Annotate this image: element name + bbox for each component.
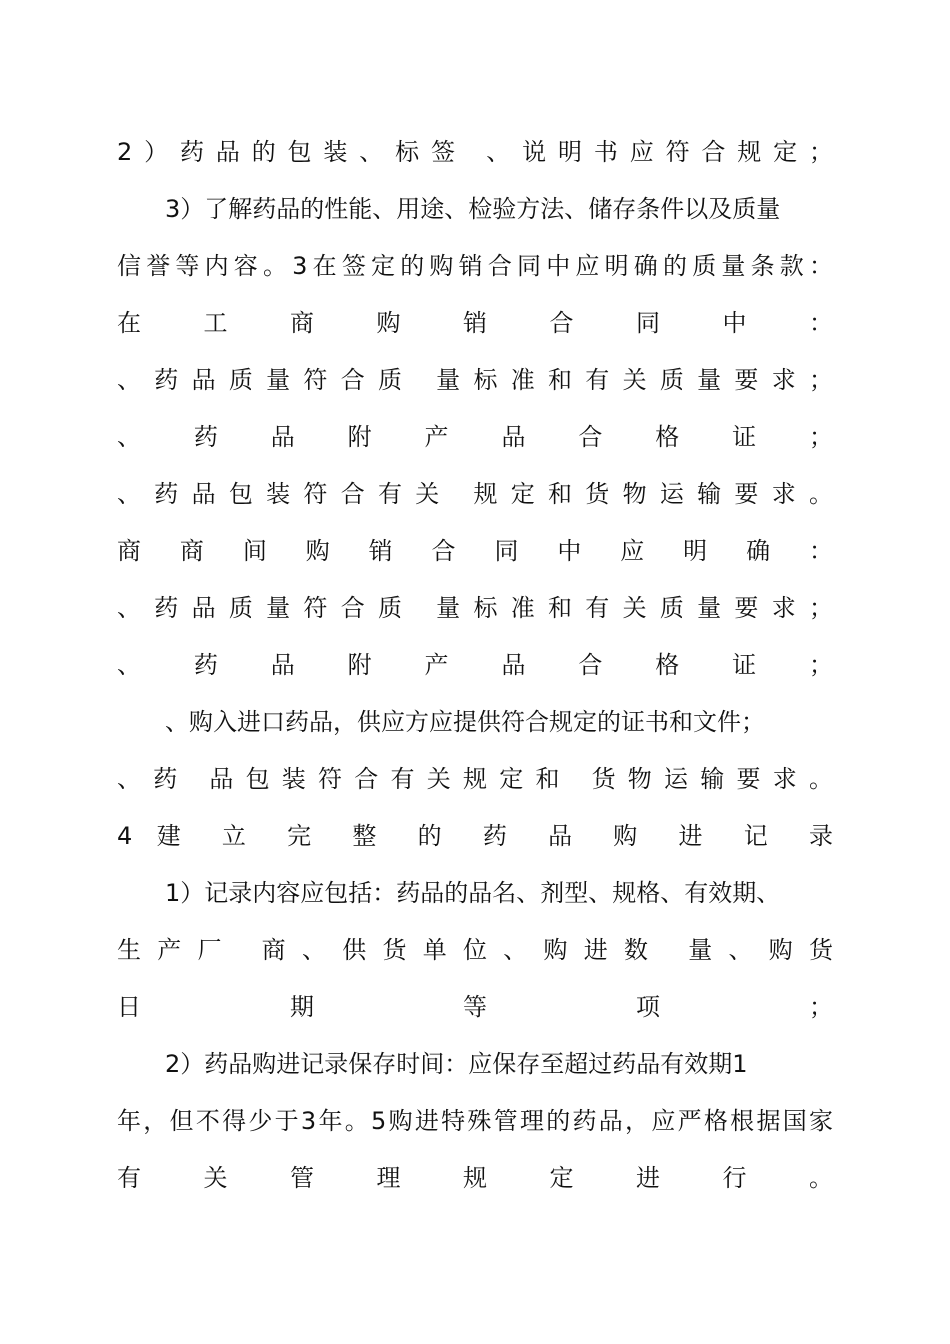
text-line-9: 、药品质量符合质 量标准和有关质量要求； (117, 594, 833, 622)
text-line-14: 1）记录内容应包括：药品的品名、剂型、规格、有效期、 (165, 879, 781, 907)
text-line-2: 3）了解药品的性能、用途、检验方法、储存条件以及质量 (165, 195, 781, 223)
text-line-19: 有 关 管 理 规 定 进 行 。 (117, 1164, 833, 1192)
text-line-3: 信誉等内容。3在签定的购销合同中应明确的质量条款： (117, 252, 833, 280)
text-line-17: 2）药品购进记录保存时间：应保存至超过药品有效期1 (165, 1050, 748, 1078)
text-line-5: 、药品质量符合质 量标准和有关质量要求； (117, 366, 833, 394)
text-line-8: 商 商 间 购 销 合 同 中 应 明 确 ： (117, 537, 833, 565)
text-line-7: 、药品包装符合有关 规定和货物运输要求。 (117, 480, 833, 508)
text-line-15: 生产厂 商、供货单位、购进数 量、购货 (117, 936, 833, 964)
text-line-4: 在 工 商 购 销 合 同 中 ： (117, 309, 833, 337)
text-line-11: 、购入进口药品，供应方应提供符合规定的证书和文件； (165, 708, 765, 736)
text-line-10: 、 药 品 附 产 品 合 格 证 ； (117, 651, 833, 679)
text-line-18: 年，但不得少于3年。5购进特殊管理的药品，应严格根据国家 (117, 1107, 833, 1135)
text-line-16: 日 期 等 项 ； (117, 993, 833, 1021)
text-line-13: 4 建 立 完 整 的 药 品 购 进 记 录 (117, 822, 833, 850)
text-line-1: 2）药品的包装、标签 、说明书应符合规定； (117, 138, 833, 166)
text-line-12: 、药 品包装符合有关规定和 货物运输要求。 (117, 765, 833, 793)
text-line-6: 、 药 品 附 产 品 合 格 证 ； (117, 423, 833, 451)
